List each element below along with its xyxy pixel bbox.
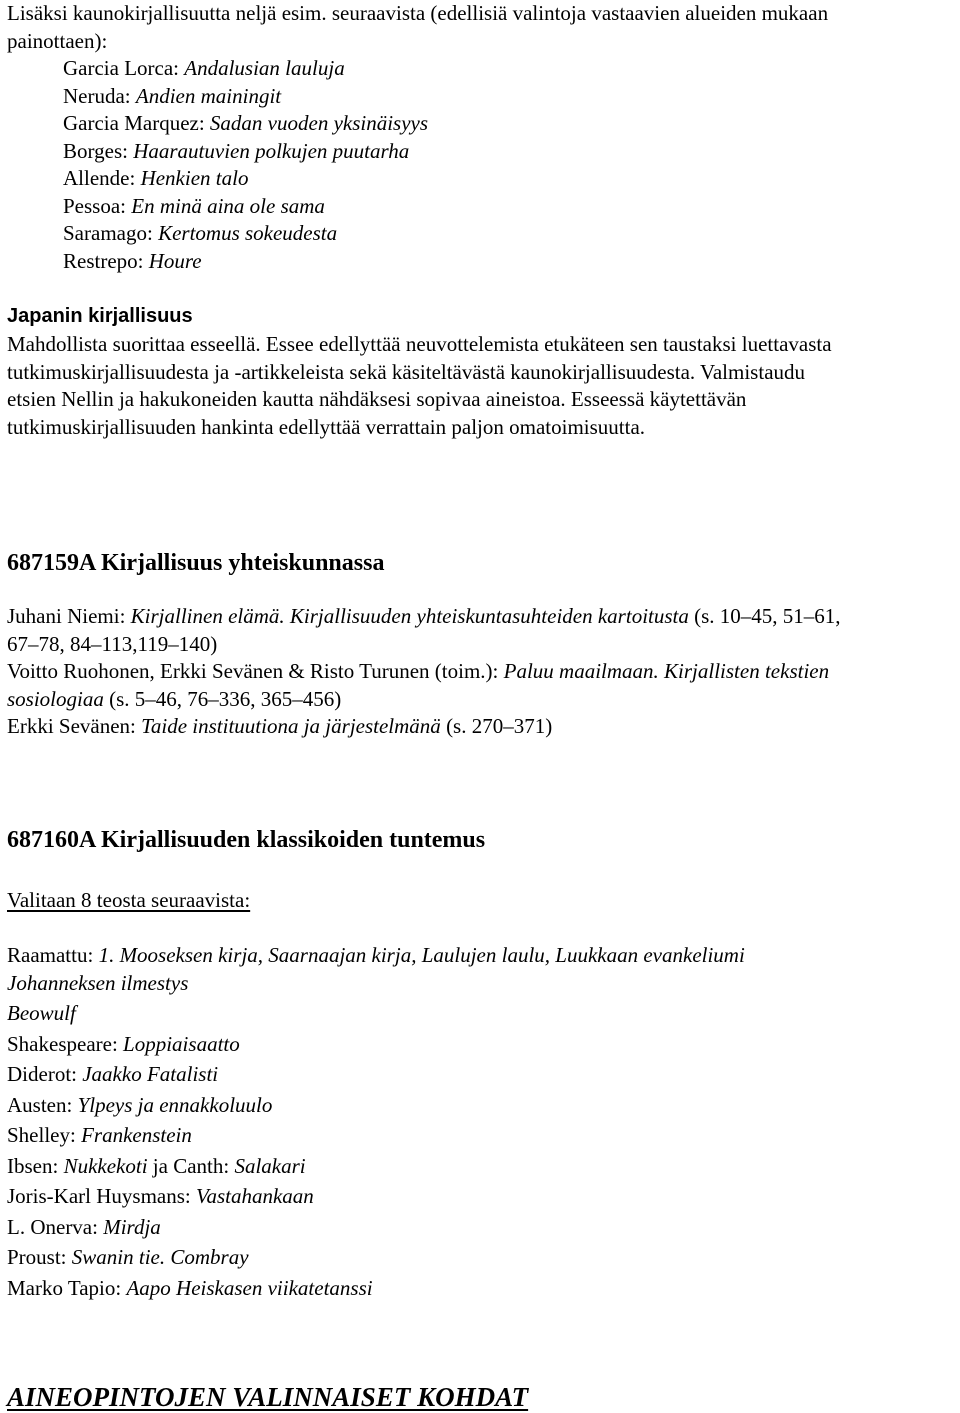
course-heading-687159A: 687159A Kirjallisuus yhteiskunnassa	[7, 550, 385, 576]
list-item: Saramago: Kertomus sokeudesta	[63, 221, 338, 245]
classics-list	[7, 942, 745, 1302]
intro-line-1: Lisäksi kaunokirjallisuutta neljä esim. seuraavista (edellisiä valintoja vastaavien alueiden mukaan	[7, 1, 829, 25]
list-item: Johanneksen ilmestys	[7, 970, 189, 995]
list-item: Diderot: Jaakko Fatalisti	[7, 1062, 219, 1086]
reading-line: 67–78, 84–113,119–140)	[7, 631, 218, 656]
section-heading-aineopintojen: AINEOPINTOJEN VALINNAISET KOHDAT	[7, 1382, 529, 1412]
list-item: Beowulf	[7, 1001, 76, 1025]
list-item: Garcia Lorca: Andalusian lauluja	[63, 56, 345, 80]
list-item: Restrepo: Houre	[63, 248, 202, 273]
list-item: Raamattu: 1. Mooseksen kirja, Saarnaajan kirja, Laulujen laulu, Luukkaan evankeliumi	[7, 943, 745, 967]
list-item: Pessoa: En minä aina ole sama	[63, 193, 325, 218]
paragraph-line: tutkimuskirjallisuudesta ja -artikkeleista sekä käsiteltävästä kaunokirjallisuudesta. Valmistaudu	[7, 359, 806, 384]
list-item: L. Onerva: Mirdja	[7, 1214, 161, 1239]
list-item: Marko Tapio: Aapo Heiskasen viikatetanssi	[7, 1275, 373, 1300]
japan-heading: Japanin kirjallisuus	[7, 305, 193, 327]
list-item: Shelley: Frankenstein	[7, 1123, 192, 1147]
reading-line: Voitto Ruohonen, Erkki Sevänen & Risto Turunen (toim.): Paluu maailmaan. Kirjallisten tekstien	[7, 659, 830, 683]
reading-line: Juhani Niemi: Kirjallinen elämä. Kirjallisuuden yhteiskuntasuhteiden kartoitusta (s. 10–45, 51–61,	[7, 604, 841, 628]
list-item: Borges: Haarautuvien polkujen puutarha	[63, 138, 410, 163]
list-item: Allende: Henkien talo	[63, 166, 249, 190]
list-item: Shakespeare: Loppiaisaatto	[7, 1031, 240, 1056]
paragraph-line: etsien Nellin ja hakukoneiden kautta nähdäksesi sopivaa aineistoa. Esseessä käytettävän	[7, 387, 747, 411]
selection-instruction: Valitaan 8 teosta seuraavista:	[7, 888, 251, 912]
reading-line: Erkki Sevänen: Taide instituutiona ja järjestelmänä (s. 270–371)	[7, 714, 553, 738]
list-item: Proust: Swanin tie. Combray	[7, 1245, 249, 1269]
list-item: Ibsen: Nukkekoti ja Canth: Salakari	[7, 1153, 306, 1178]
list-item: Austen: Ylpeys ja ennakkoluulo	[7, 1092, 273, 1117]
japan-paragraph	[7, 331, 832, 441]
paragraph-line: tutkimuskirjallisuuden hankinta edellyttää verrattain paljon omatoimisuutta.	[7, 414, 646, 439]
course-heading-687160A: 687160A Kirjallisuuden klassikoiden tuntemus	[7, 827, 486, 853]
intro-line-2: painottaen):	[7, 29, 108, 53]
list-item: Neruda: Andien mainingit	[63, 83, 282, 108]
fiction-list	[7, 55, 428, 275]
list-item: Garcia Marquez: Sadan vuoden yksinäisyys	[63, 111, 429, 135]
course-1-readings	[7, 603, 841, 741]
reading-line: sosiologiaa (s. 5–46, 76–336, 365–456)	[7, 686, 342, 711]
paragraph-line: Mahdollista suorittaa esseellä. Essee edellyttää neuvottelemista etukäteen sen taustaksi luettavasta	[7, 332, 832, 356]
list-item: Joris-Karl Huysmans: Vastahankaan	[7, 1184, 314, 1208]
